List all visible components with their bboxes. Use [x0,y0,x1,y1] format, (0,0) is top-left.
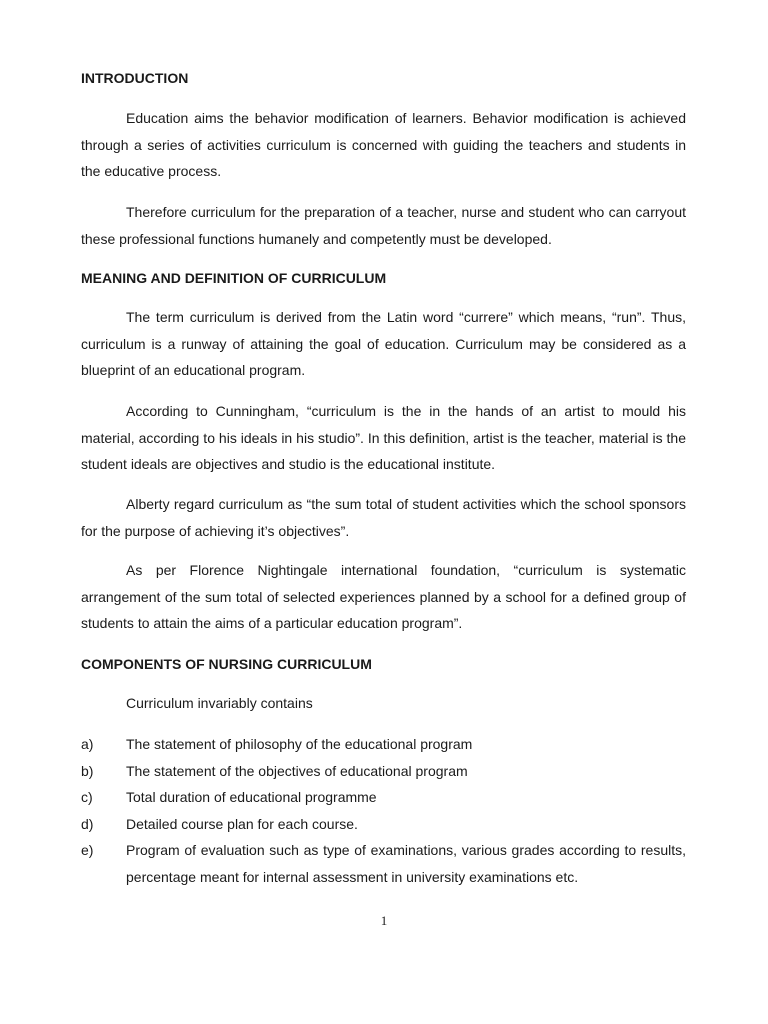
paragraph-components-intro: Curriculum invariably contains [126,695,313,711]
paragraph-meaning-4: As per Florence Nightingale international foundation, “curriculum is systematic arrangement of the sum total of selected experiences planned by a school for a defined group of students to attain the aims of a particular education program”. [81,562,686,632]
list-item [81,811,686,838]
heading-meaning-definition: MEANING AND DEFINITION OF CURRICULUM [81,270,387,286]
paragraph-meaning-1: The term curriculum is derived from the Latin word “currere” which means, “run”. Thus, curriculum is a runway of attaining the goal of education. Curriculum may be considered as a blueprint of an educational program. [81,309,686,379]
list-item [81,758,686,785]
list-marker: c) [81,789,93,806]
list-item-text: The statement of the objectives of educational program [126,762,468,779]
list-marker: e) [81,842,94,859]
paragraph-introduction-2: Therefore curriculum for the preparation of a teacher, nurse and student who can carryout these professional functions humanely and competently must be developed. [81,204,686,247]
list-item-text: Program of evaluation such as type of examinations, various grades according to results, percentage meant for internal assessment in university examinations etc. [126,842,686,885]
heading-components: COMPONENTS OF NURSING CURRICULUM [81,656,372,672]
list-item [81,731,686,758]
paragraph-introduction-1: Education aims the behavior modification of learners. Behavior modification is achieved through a series of activities curriculum is concerned with guiding the teachers and students in the educative process. [81,110,686,180]
paragraph-meaning-2: According to Cunningham, “curriculum is the in the hands of an artist to mould his material, according to his ideals in his studio”. In this definition, artist is the teacher, material is the student ideals are objectives and studio is the educational institute. [81,403,686,473]
list-item [81,784,686,811]
heading-introduction: INTRODUCTION [81,70,189,86]
list-marker: d) [81,815,94,832]
list-marker: b) [81,762,94,779]
paragraph-meaning-3: Alberty regard curriculum as “the sum total of student activities which the school sponsors for the purpose of achieving it’s objectives”. [81,496,686,539]
list-item-text: Total duration of educational programme [126,789,377,806]
list-marker: a) [81,736,94,752]
components-list [81,731,686,891]
page-number: 1 [380,913,388,928]
list-item [81,837,686,890]
list-item-text: Detailed course plan for each course. [126,815,358,832]
list-item-text: The statement of philosophy of the educational program [126,736,473,752]
